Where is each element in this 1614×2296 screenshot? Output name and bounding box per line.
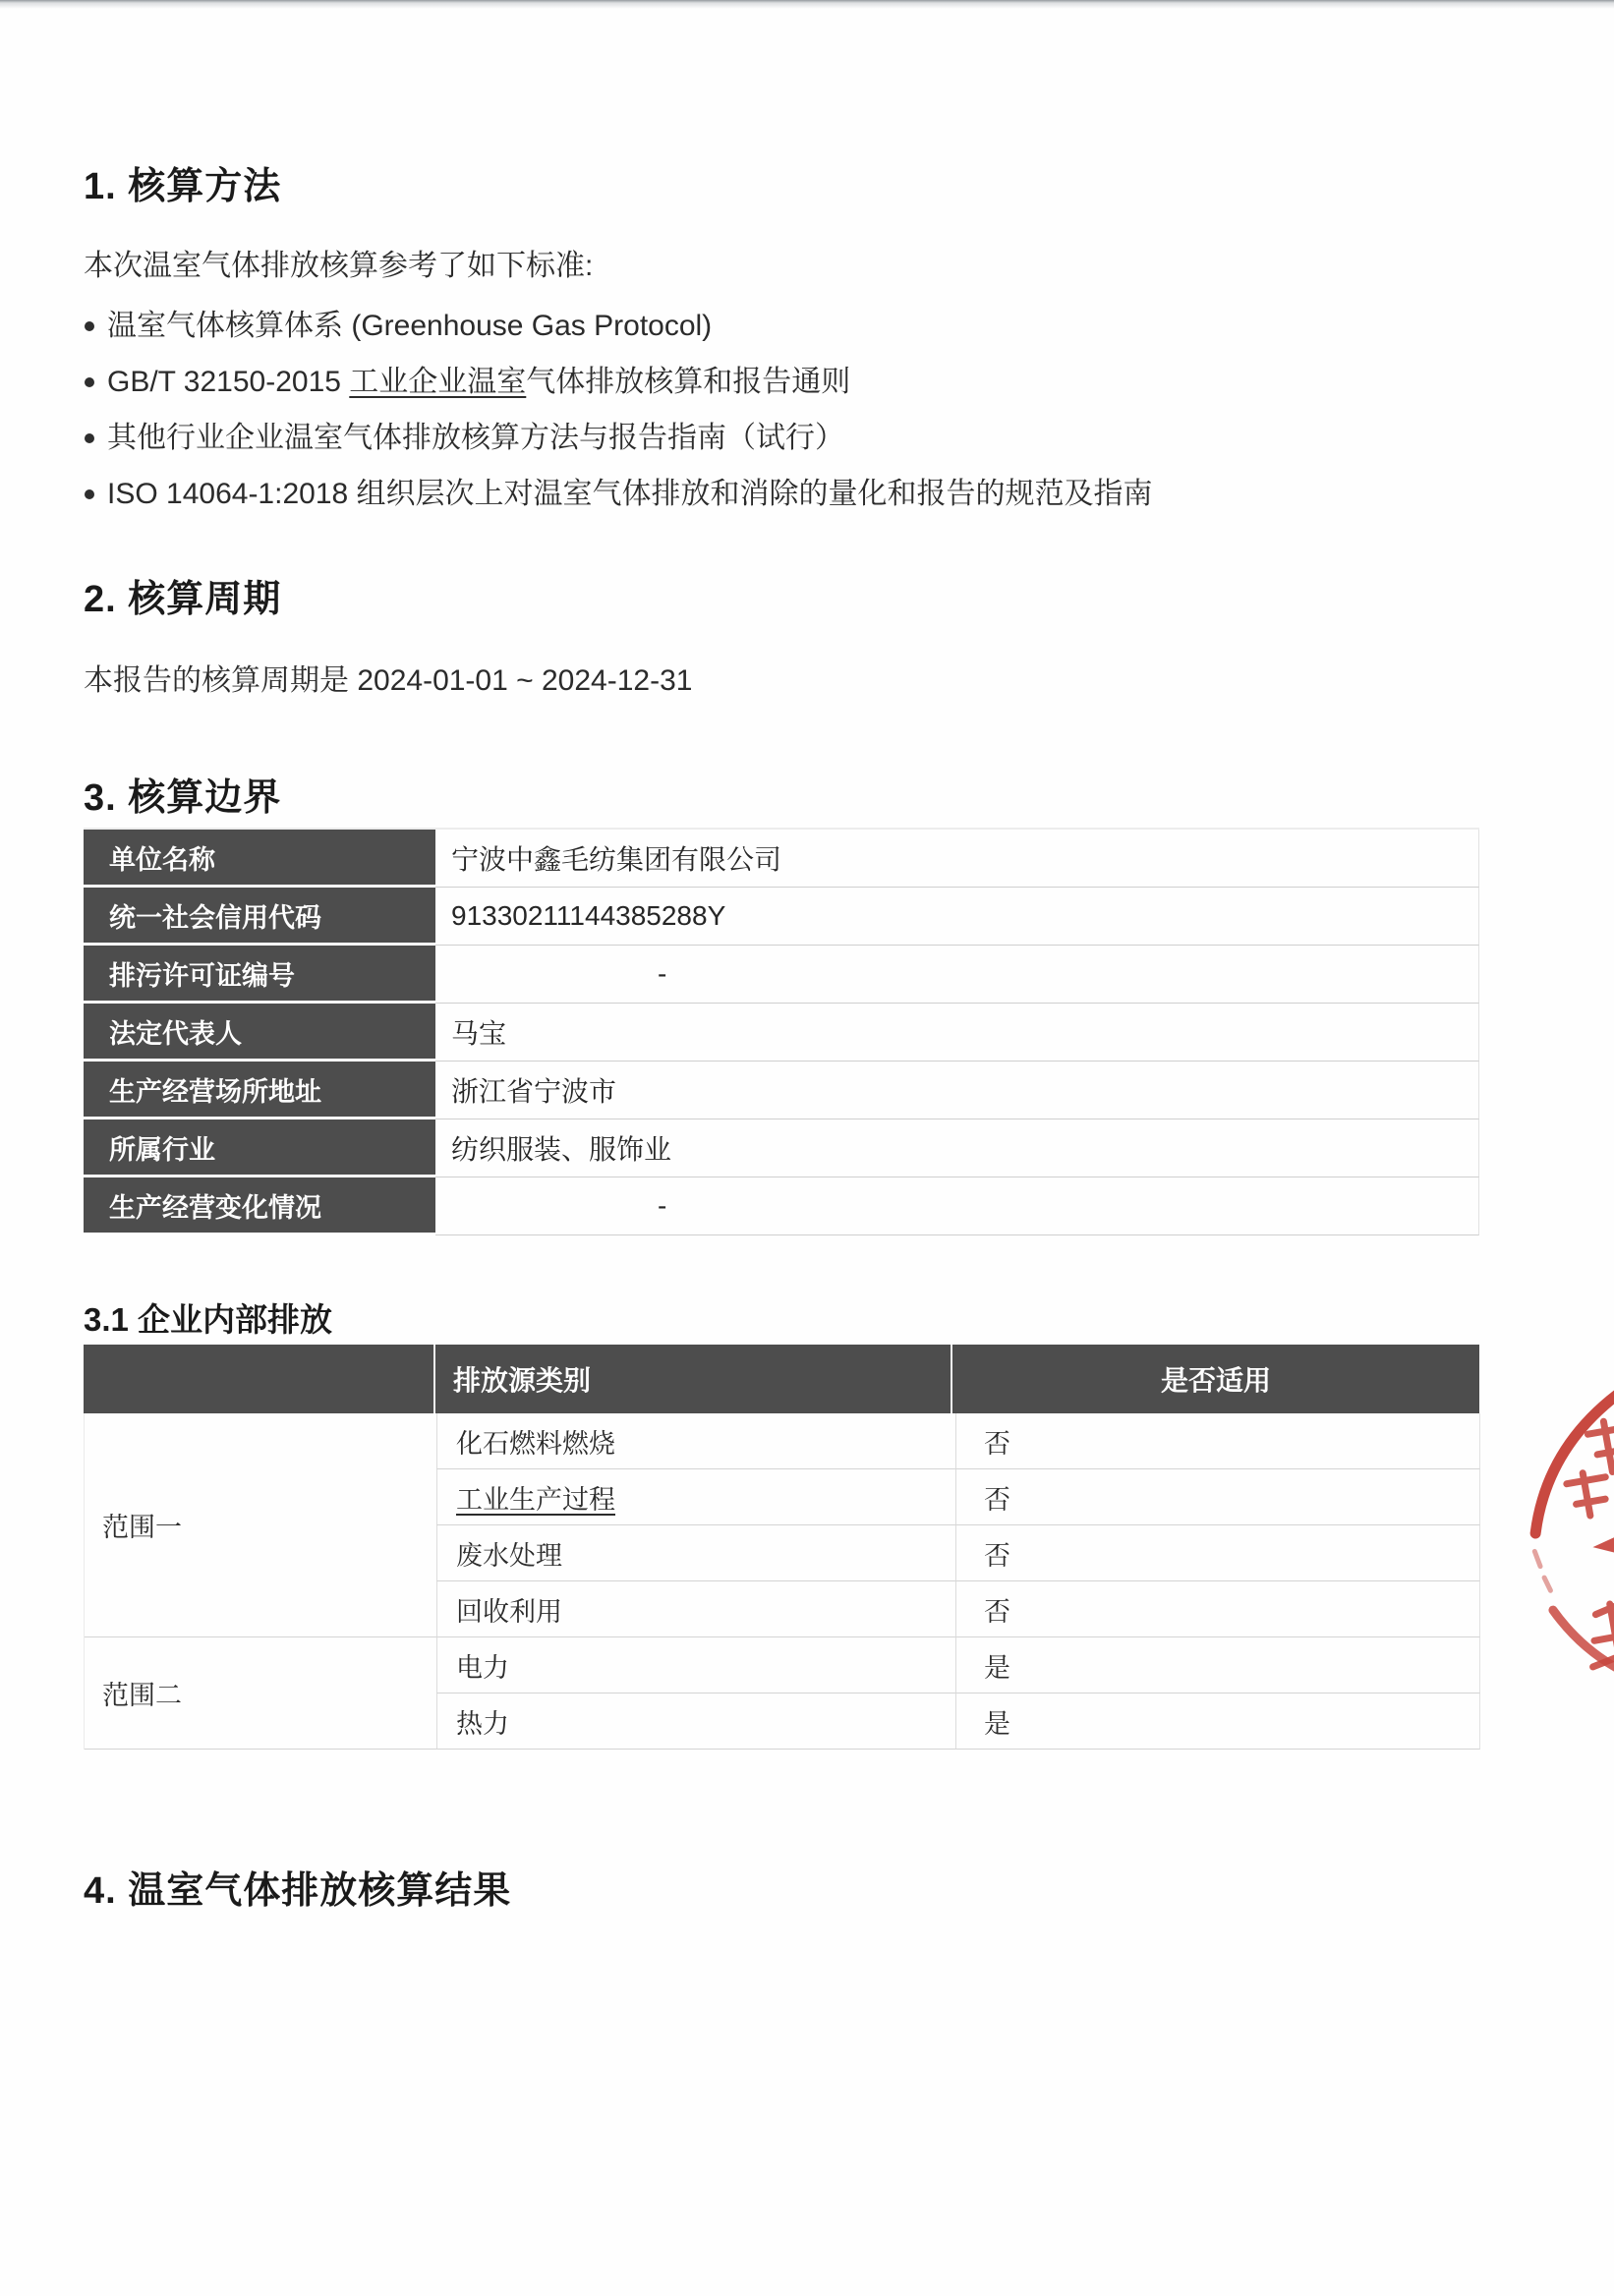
row-value: -	[435, 946, 1479, 1004]
bullet-dot	[85, 489, 94, 499]
header-cell-scope	[84, 1345, 435, 1413]
standards-list	[84, 307, 1153, 531]
applicable-cell: 否	[955, 1413, 1480, 1469]
standard-name-rest: 气体排放核算和报告通则	[526, 366, 851, 398]
row-label: 单位名称	[84, 830, 435, 888]
source-cell: 回收利用	[436, 1581, 955, 1637]
row-label: 法定代表人	[84, 1004, 435, 1062]
row-value: 纺织服装、服饰业	[435, 1119, 1479, 1177]
bullet-dot	[85, 321, 94, 331]
standard-name-underlined: 工业企业温室	[349, 366, 527, 398]
table-row	[84, 888, 1479, 946]
row-label: 排污许可证编号	[84, 946, 435, 1004]
period-paragraph: 本报告的核算周期是 2024-01-01 ~ 2024-12-31	[84, 664, 693, 697]
header-cell-source: 排放源类别	[435, 1345, 952, 1413]
row-label: 统一社会信用代码	[84, 888, 435, 946]
standard-text: ISO 14064-1:2018 组织层次上对温室气体排放和消除的量化和报告的规范及指南	[107, 478, 1153, 510]
heading-internal-emissions: 3.1 企业内部排放	[84, 1301, 333, 1338]
source-cell: 电力	[436, 1637, 955, 1693]
list-item-standard-4	[84, 475, 1153, 513]
source-cell: 工业生产过程	[436, 1469, 955, 1525]
table-row	[84, 1062, 1479, 1119]
emissions-table	[84, 1345, 1479, 1750]
standard-text: 温室气体核算体系 (Greenhouse Gas Protocol)	[107, 310, 713, 342]
source-cell: 热力	[436, 1693, 955, 1750]
heading-results: 4. 温室气体排放核算结果	[84, 1870, 512, 1912]
table-row	[84, 1119, 1479, 1177]
standard-code: GB/T 32150-2015	[107, 366, 350, 398]
applicable-cell: 是	[955, 1693, 1480, 1750]
heading-boundary: 3. 核算边界	[84, 777, 282, 819]
scan-edge-artifact	[0, 0, 1614, 9]
heading-period: 2. 核算周期	[84, 579, 282, 620]
header-cell-applicable: 是否适用	[1160, 1365, 1271, 1396]
applicable-cell: 否	[955, 1581, 1480, 1637]
methodology-intro: 本次温室气体排放核算参考了如下标准:	[84, 250, 594, 282]
bullet-dot	[85, 433, 94, 443]
emissions-header-row	[84, 1345, 1479, 1413]
row-label: 生产经营变化情况	[84, 1177, 435, 1235]
list-item-standard-1	[84, 307, 1153, 345]
standard-text	[107, 363, 850, 401]
row-value: 浙江省宁波市	[435, 1062, 1479, 1119]
row-value: 91330211144385288Y	[435, 888, 1479, 946]
row-value: -	[435, 1177, 1479, 1235]
bullet-dot	[85, 377, 94, 387]
row-value: 宁波中鑫毛纺集团有限公司	[435, 830, 1479, 888]
source-cell: 化石燃料燃烧	[436, 1413, 955, 1469]
heading-methodology: 1. 核算方法	[84, 166, 282, 207]
list-item-standard-2	[84, 363, 1153, 401]
table-row	[84, 946, 1479, 1004]
list-item-standard-3	[84, 419, 1153, 457]
applicable-cell: 是	[955, 1637, 1480, 1693]
source-cell: 废水处理	[436, 1525, 955, 1581]
boundary-table	[84, 828, 1479, 1235]
standard-text: 其他行业企业温室气体排放核算方法与报告指南（试行）	[107, 422, 844, 454]
table-row	[84, 1177, 1479, 1235]
table-row	[84, 1004, 1479, 1062]
row-label: 所属行业	[84, 1119, 435, 1177]
emissions-table-body	[84, 1413, 1479, 1750]
applicable-cell: 否	[955, 1469, 1480, 1525]
applicable-cell: 否	[955, 1525, 1480, 1581]
red-seal-stamp-icon	[1509, 1361, 1614, 1715]
scope-one-cell: 范围一	[85, 1413, 436, 1637]
row-value: 马宝	[435, 1004, 1479, 1062]
scope-two-cell: 范围二	[85, 1637, 436, 1750]
row-label: 生产经营场所地址	[84, 1062, 435, 1119]
table-row	[84, 830, 1479, 888]
